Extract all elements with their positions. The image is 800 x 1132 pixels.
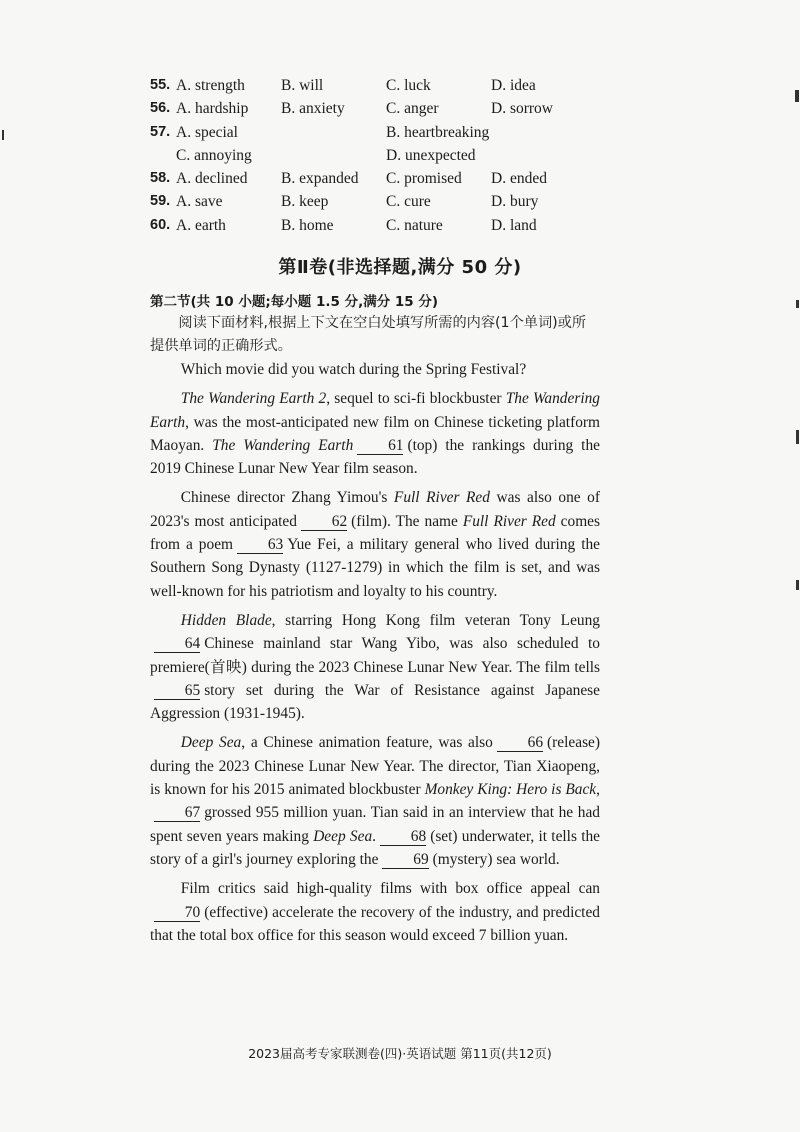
volume-title: 第Ⅱ卷(非选择题,满分 50 分) xyxy=(278,257,522,278)
passage-text: Chinese director Zhang Yimou's xyxy=(180,489,394,507)
option-b: B. keep xyxy=(281,193,329,211)
option-c: C. luck xyxy=(386,77,431,94)
passage-text: , was the most-anticipated new film on Chinese ticketing platform Maoyan. xyxy=(150,413,600,454)
passage-paragraph xyxy=(150,877,600,947)
film-title: The Wandering Earth xyxy=(212,436,354,454)
passage-paragraph xyxy=(150,731,600,871)
option-c: C. promised xyxy=(386,170,462,188)
option-a: A. earth xyxy=(176,216,226,234)
option-a: A. save xyxy=(176,193,223,211)
option-c: C. annoying xyxy=(176,146,252,164)
option-a: A. special xyxy=(176,123,238,141)
film-title: Full River Red xyxy=(393,489,490,507)
question-number: 56. xyxy=(150,100,171,117)
blank-61[interactable]: 61 xyxy=(357,437,403,455)
instruction-text: 阅读下面材料,根据上下文在空白处填写所需的内容(1个单词)或所提供单词的正确形式。 xyxy=(150,315,587,354)
passage-question: Which movie did you watch during the Spring Festival? xyxy=(180,361,527,378)
film-title: Full River Red xyxy=(462,512,556,530)
passage-text: (film). The name xyxy=(351,512,463,530)
blank-69[interactable]: 69 xyxy=(382,851,428,869)
scan-artifact xyxy=(795,90,799,102)
question-number: 59. xyxy=(150,193,171,210)
option-a: A. hardship xyxy=(176,100,249,118)
blank-65[interactable]: 65 xyxy=(154,682,200,700)
passage-text: Chinese mainland star Wang Yibo, was also scheduled to premiere(首映) during the 2023 Chinese Lunar New Year. The film tells xyxy=(150,635,600,676)
page-footer: 2023届高考专家联测卷(四)·英语试题 第11页(共12页) xyxy=(248,1046,552,1061)
question-number: 58. xyxy=(150,170,171,187)
blank-70[interactable]: 70 xyxy=(154,904,200,922)
option-b: B. heartbreaking xyxy=(386,123,490,141)
option-b: B. anxiety xyxy=(281,100,345,118)
section-title: 第二节(共 10 小题;每小题 1.5 分,满分 15 分) xyxy=(150,294,439,310)
blank-62[interactable]: 62 xyxy=(301,513,347,531)
scan-artifact xyxy=(796,580,799,590)
passage-text: . xyxy=(372,827,376,845)
passage-text: , xyxy=(596,781,600,799)
film-title: Deep Sea xyxy=(313,827,373,845)
passage-paragraph xyxy=(150,609,600,725)
option-d: D. unexpected xyxy=(386,146,476,164)
passage-text: (release) during the 2023 Chinese Lunar New Year. The director, Tian Xiaopeng, is known for his 2015 animated blockbuster xyxy=(150,734,601,799)
blank-64[interactable]: 64 xyxy=(154,635,200,653)
scan-artifact xyxy=(796,300,799,308)
option-d: D. ended xyxy=(491,170,547,188)
question-number: 55. xyxy=(150,77,171,93)
passage-text: was also one of 2023's most anticipated xyxy=(150,489,600,530)
passage-text: , starring Hong Kong film veteran Tony Leung xyxy=(271,611,600,629)
passage-paragraph xyxy=(150,387,600,480)
option-c: C. nature xyxy=(386,216,443,234)
film-title: The Wandering Earth xyxy=(150,390,600,431)
blank-66[interactable]: 66 xyxy=(497,734,543,752)
option-a: A. declined xyxy=(176,170,248,188)
option-d: D. land xyxy=(491,216,537,234)
option-b: B. will xyxy=(281,77,324,94)
question-number: 60. xyxy=(150,216,171,233)
passage-text: (mystery) sea world. xyxy=(432,850,560,868)
film-title: The Wandering Earth 2 xyxy=(180,390,327,408)
passage-text: (set) underwater, it tells the story of a girl's journey exploring the xyxy=(150,827,600,868)
option-d: D. sorrow xyxy=(491,100,553,118)
passage-text: Film critics said high-quality films with box office appeal can xyxy=(180,880,600,898)
blank-63[interactable]: 63 xyxy=(237,536,283,554)
film-title: Monkey King: Hero is Back xyxy=(424,781,597,799)
option-d: D. idea xyxy=(491,77,536,94)
passage-text: (top) the rankings during the 2019 Chinese Lunar New Year film season. xyxy=(150,436,600,478)
scan-artifact xyxy=(796,430,799,444)
reading-passage xyxy=(150,358,600,947)
passage-text: , a Chinese animation feature, was also xyxy=(241,734,493,752)
film-title: Deep Sea xyxy=(180,734,242,752)
passage-text: story set during the War of Resistance against Japanese Aggression (1931-1945). xyxy=(150,681,600,723)
passage-paragraph xyxy=(150,486,600,602)
option-c: C. cure xyxy=(386,193,431,211)
passage-text: (effective) accelerate the recovery of the industry, and predicted that the total box office for this season would exceed 7 billion yuan. xyxy=(150,903,600,944)
option-b: B. expanded xyxy=(281,170,359,188)
film-title: Hidden Blade xyxy=(180,611,272,629)
blank-68[interactable]: 68 xyxy=(380,828,426,846)
option-b: B. home xyxy=(281,216,334,234)
passage-text: grossed 955 million yuan. Tian said in an interview that he had spent seven years making xyxy=(150,804,600,845)
option-a: A. strength xyxy=(176,77,245,94)
option-c: C. anger xyxy=(386,100,439,118)
passage-text: comes from a poem xyxy=(150,512,600,554)
option-d: D. bury xyxy=(491,193,539,211)
blank-67[interactable]: 67 xyxy=(154,804,200,822)
passage-text: Yue Fei, a military general who lived during the Southern Song Dynasty (1127-1279) in which the film is set, and was well-known for his patriotism and loyalty to his country. xyxy=(150,536,601,600)
question-number: 57. xyxy=(150,123,171,140)
scan-artifact xyxy=(2,130,4,140)
passage-text: , sequel to sci-fi blockbuster xyxy=(326,390,506,408)
